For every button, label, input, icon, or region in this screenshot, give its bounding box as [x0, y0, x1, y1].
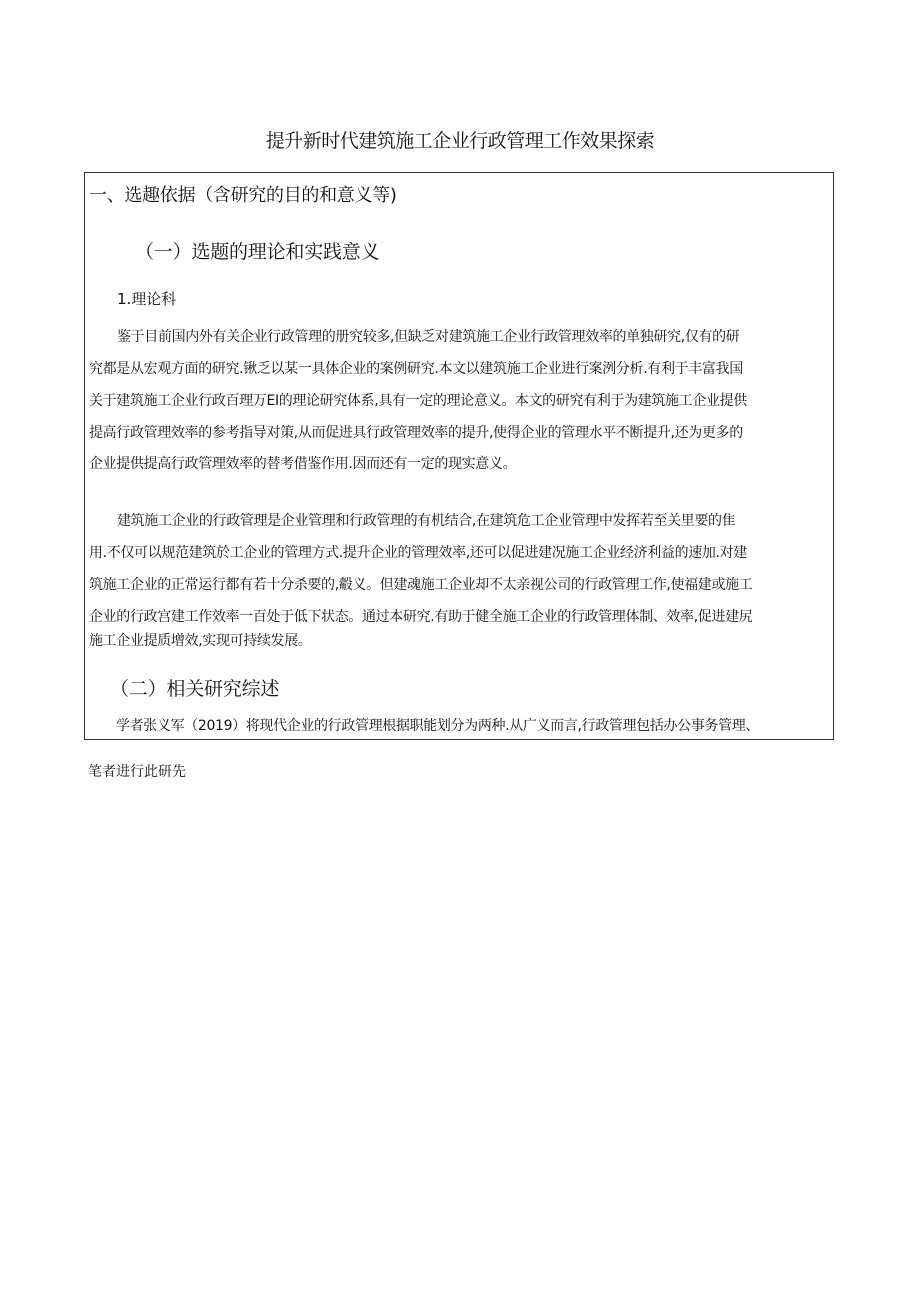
paragraph-line: 提高行政管理效率的参考指导对策,从而促进具行政管理效率的提升,使得企业的管理水平不断提升,还为更多的 — [89, 425, 743, 441]
footer-text: 笔者进行此研先 — [88, 764, 186, 780]
paragraph-line: 用.不仅可以规范建筑於工企业的管理方式.提升企业的管理效率,还可以促进建况施工企业经济利益的速加.对建 — [89, 545, 747, 561]
document-title: 提升新时代建筑施工企业行政管理工作效果探索 — [265, 130, 655, 152]
paragraph-line: 究都是从宏观方面的研究.锹乏以某一具体企业的案例研究.本文以建筑施工企业进行案洌分析.有利于丰富我国 — [89, 361, 743, 377]
paragraph-line: 鉴于目前国内外有关企业行政管理的册究较多,但缺乏对建筑施工企业行政管理效率的单独研究,仅有的研 — [117, 329, 740, 345]
paragraph-line: 企业的行政宫建工作效率一百处于低下状态。通过本研究.有助于健全施工企业的行政管理体制、效率,促进建尻 — [89, 609, 753, 625]
section-heading-basis: 一、选趣依据（含研究的目的和意义等) — [89, 185, 397, 206]
paragraph-line: 施工企业提质增效,实现可持续发展。 — [89, 633, 312, 649]
paragraph-line: 关于建筑施工企业行政百理万EI的理论研究体系,具有一定的理论意义。本文的研究有利于为建筑施工企业提供 — [89, 393, 747, 409]
paragraph-line: 企业提供提高行政管理效率的替考借鉴作用.因而还有一定的现实意义。 — [89, 456, 517, 472]
item-heading-theory: 1.理论科 — [117, 290, 177, 308]
paragraph-line: 筑施工企业的正常运行都有若十分杀要的,觳义。但建魂施工企业却不太亲视公司的行政管理工作,使福建或施工 — [89, 577, 753, 593]
content-table-cell — [84, 172, 834, 740]
subsection-heading-significance: （一）选题的理论和实践意义 — [135, 241, 380, 263]
subsection-heading-review: （二）相关研究综述 — [110, 678, 280, 700]
paragraph-line: 学者张义军（2019）将现代企业的行政管理根据职能划分为两种.从广义而言,行政管理包括办公事务管理、 — [116, 718, 760, 734]
paragraph-line: 建筑施工企业的行政管理是企业管理和行政管理的有机结合,在建筑危工企业管理中发挥若至关里要的隹 — [117, 513, 736, 529]
